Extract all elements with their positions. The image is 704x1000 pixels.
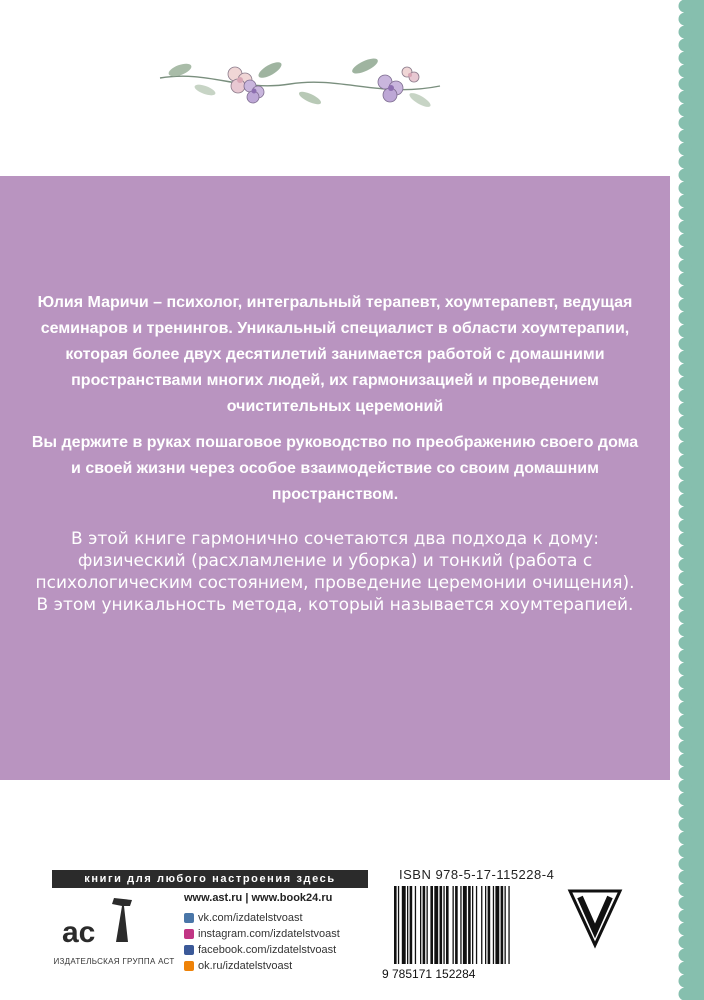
scallop	[679, 221, 692, 234]
social-link-instagram[interactable]	[184, 926, 374, 942]
scallop	[679, 975, 692, 988]
scallop	[679, 988, 692, 1000]
scallop	[679, 572, 692, 585]
scallop	[679, 312, 692, 325]
publisher-links	[184, 892, 374, 974]
scallop	[679, 455, 692, 468]
barcode-bar	[476, 886, 477, 964]
scallop	[679, 715, 692, 728]
scallop	[679, 468, 692, 481]
scallop	[679, 793, 692, 806]
barcode-bar	[420, 886, 421, 964]
scallop	[679, 767, 692, 780]
scallop	[679, 702, 692, 715]
social-text: facebook.com/izdatelstvoast	[198, 944, 337, 956]
scallop	[679, 910, 692, 923]
scallop	[679, 156, 692, 169]
scallop	[679, 117, 692, 130]
scallop	[679, 689, 692, 702]
scallop	[679, 611, 692, 624]
scallop	[679, 819, 692, 832]
barcode-bar	[398, 886, 399, 964]
scallop	[679, 754, 692, 767]
isbn-label: ISBN 978-5-17-115228-4	[399, 867, 555, 882]
scallop	[679, 429, 692, 442]
scallop	[679, 936, 692, 949]
barcode-bar	[407, 886, 408, 964]
social-link-ok[interactable]	[184, 958, 374, 974]
scallop	[679, 39, 692, 52]
scallop	[679, 962, 692, 975]
scallop	[679, 65, 692, 78]
barcode-bar	[415, 886, 416, 964]
scallop	[679, 273, 692, 286]
social-text: ok.ru/izdatelstvoast	[198, 960, 293, 972]
age-mark-icon	[566, 887, 624, 949]
publisher-slogan: книги для любого настроения здесь	[52, 870, 368, 888]
book-pitch: Вы держите в руках пошаговое руководство по преображению своего дома и своей жизни через особое взаимодействие со своим домашним пространством.	[31, 434, 639, 503]
scallop	[679, 650, 692, 663]
barcode-bar	[443, 886, 444, 964]
scallop	[679, 884, 692, 897]
scallop	[679, 403, 692, 416]
publisher-group-label: ИЗДАТЕЛЬСКАЯ ГРУППА АСТ	[53, 957, 175, 966]
barcode-bar	[440, 886, 443, 964]
barcode-bar	[468, 886, 471, 964]
scallop	[679, 416, 692, 429]
scallop	[679, 169, 692, 182]
scallop	[679, 741, 692, 754]
text-panel	[0, 176, 670, 780]
scallop	[679, 260, 692, 273]
scallop	[679, 234, 692, 247]
scallop	[679, 390, 692, 403]
scallop	[679, 195, 692, 208]
scallop	[679, 923, 692, 936]
scallop	[679, 507, 692, 520]
barcode-bar	[505, 886, 506, 964]
scallop	[679, 949, 692, 962]
barcode-bar	[501, 886, 504, 964]
barcode-bar	[434, 886, 438, 964]
barcode-bar	[472, 886, 473, 964]
scallop	[679, 624, 692, 637]
scallop	[679, 0, 692, 13]
barcode-bar	[427, 886, 428, 964]
scallop	[679, 286, 692, 299]
scallop	[679, 637, 692, 650]
ast-logo	[58, 894, 158, 954]
barcode-bar	[455, 886, 458, 964]
isbn-barcode	[380, 884, 552, 980]
scallop	[679, 377, 692, 390]
scallop	[679, 546, 692, 559]
scallop	[679, 78, 692, 91]
scallop	[679, 442, 692, 455]
scallop	[679, 871, 692, 884]
barcode-bar	[485, 886, 486, 964]
author-bio: Юлия Маричи – психолог, интегральный терапевт, хоумтерапевт, ведущая семинаров и тренингов. Уникальный специалист в области хоумтерапии, которая более двух десятилетий занимается работой с домашними пространствами многих людей, их гармонизацией и проведением очистительных церемоний	[37, 294, 633, 415]
scallop	[679, 845, 692, 858]
flower-4	[402, 67, 419, 82]
vk-icon	[184, 913, 194, 923]
facebook-icon	[184, 945, 194, 955]
scallop	[679, 325, 692, 338]
scallop	[679, 208, 692, 221]
barcode-bar	[430, 886, 433, 964]
scallop	[679, 247, 692, 260]
flower-2	[244, 80, 264, 103]
social-text: vk.com/izdatelstvoast	[198, 912, 303, 924]
logo-figure	[112, 898, 132, 942]
scallop	[679, 598, 692, 611]
barcode-bar	[402, 886, 406, 964]
scallop	[679, 351, 692, 364]
scallop	[679, 130, 692, 143]
logo-text: ac	[62, 916, 96, 949]
scallop	[679, 832, 692, 845]
book-description: В этой книге гармонично сочетаются два подхода к дому: физический (расхламление и уборка) и тонкий (работа с психологическим состоянием, проведение церемонии очищения). В этом уникальность метода, который называется хоумтерапией.	[35, 529, 635, 615]
scallop	[679, 143, 692, 156]
scallop	[679, 676, 692, 689]
floral-ornament	[150, 40, 450, 130]
barcode-bar	[493, 886, 494, 964]
scallop	[679, 52, 692, 65]
barcode-bar	[423, 886, 426, 964]
scallop	[679, 663, 692, 676]
odnoklassniki-icon	[184, 961, 194, 971]
scallop	[679, 520, 692, 533]
barcode-bar	[463, 886, 467, 964]
scallop	[679, 585, 692, 598]
scallop	[679, 364, 692, 377]
scallop	[679, 91, 692, 104]
social-link-vk[interactable]	[184, 910, 374, 926]
scallop	[679, 780, 692, 793]
barcode-bar	[495, 886, 499, 964]
scallop	[679, 26, 692, 39]
barcode-bar	[508, 886, 509, 964]
barcode-bar	[394, 886, 397, 964]
scallop	[679, 897, 692, 910]
flower-3	[378, 75, 403, 102]
scallop	[679, 533, 692, 546]
barcode-bar	[481, 886, 482, 964]
scallop	[679, 299, 692, 312]
social-link-facebook[interactable]	[184, 942, 374, 958]
scallop	[679, 481, 692, 494]
scallop	[679, 559, 692, 572]
barcode-bar	[453, 886, 454, 964]
scallop	[679, 728, 692, 741]
barcode-digits: 9 785171 152284	[382, 967, 476, 980]
instagram-icon	[184, 929, 194, 939]
barcode-bar	[488, 886, 491, 964]
social-text: instagram.com/izdatelstvoast	[198, 928, 340, 940]
scallop	[679, 338, 692, 351]
barcode-bar	[410, 886, 413, 964]
barcode-bar	[460, 886, 461, 964]
barcode-bar	[446, 886, 449, 964]
scallop	[679, 494, 692, 507]
publisher-sites[interactable]: www.ast.ru | www.book24.ru	[184, 892, 333, 904]
scallop	[679, 104, 692, 117]
scallop	[679, 182, 692, 195]
scallop	[679, 858, 692, 871]
scallop	[679, 13, 692, 26]
scallop	[679, 806, 692, 819]
